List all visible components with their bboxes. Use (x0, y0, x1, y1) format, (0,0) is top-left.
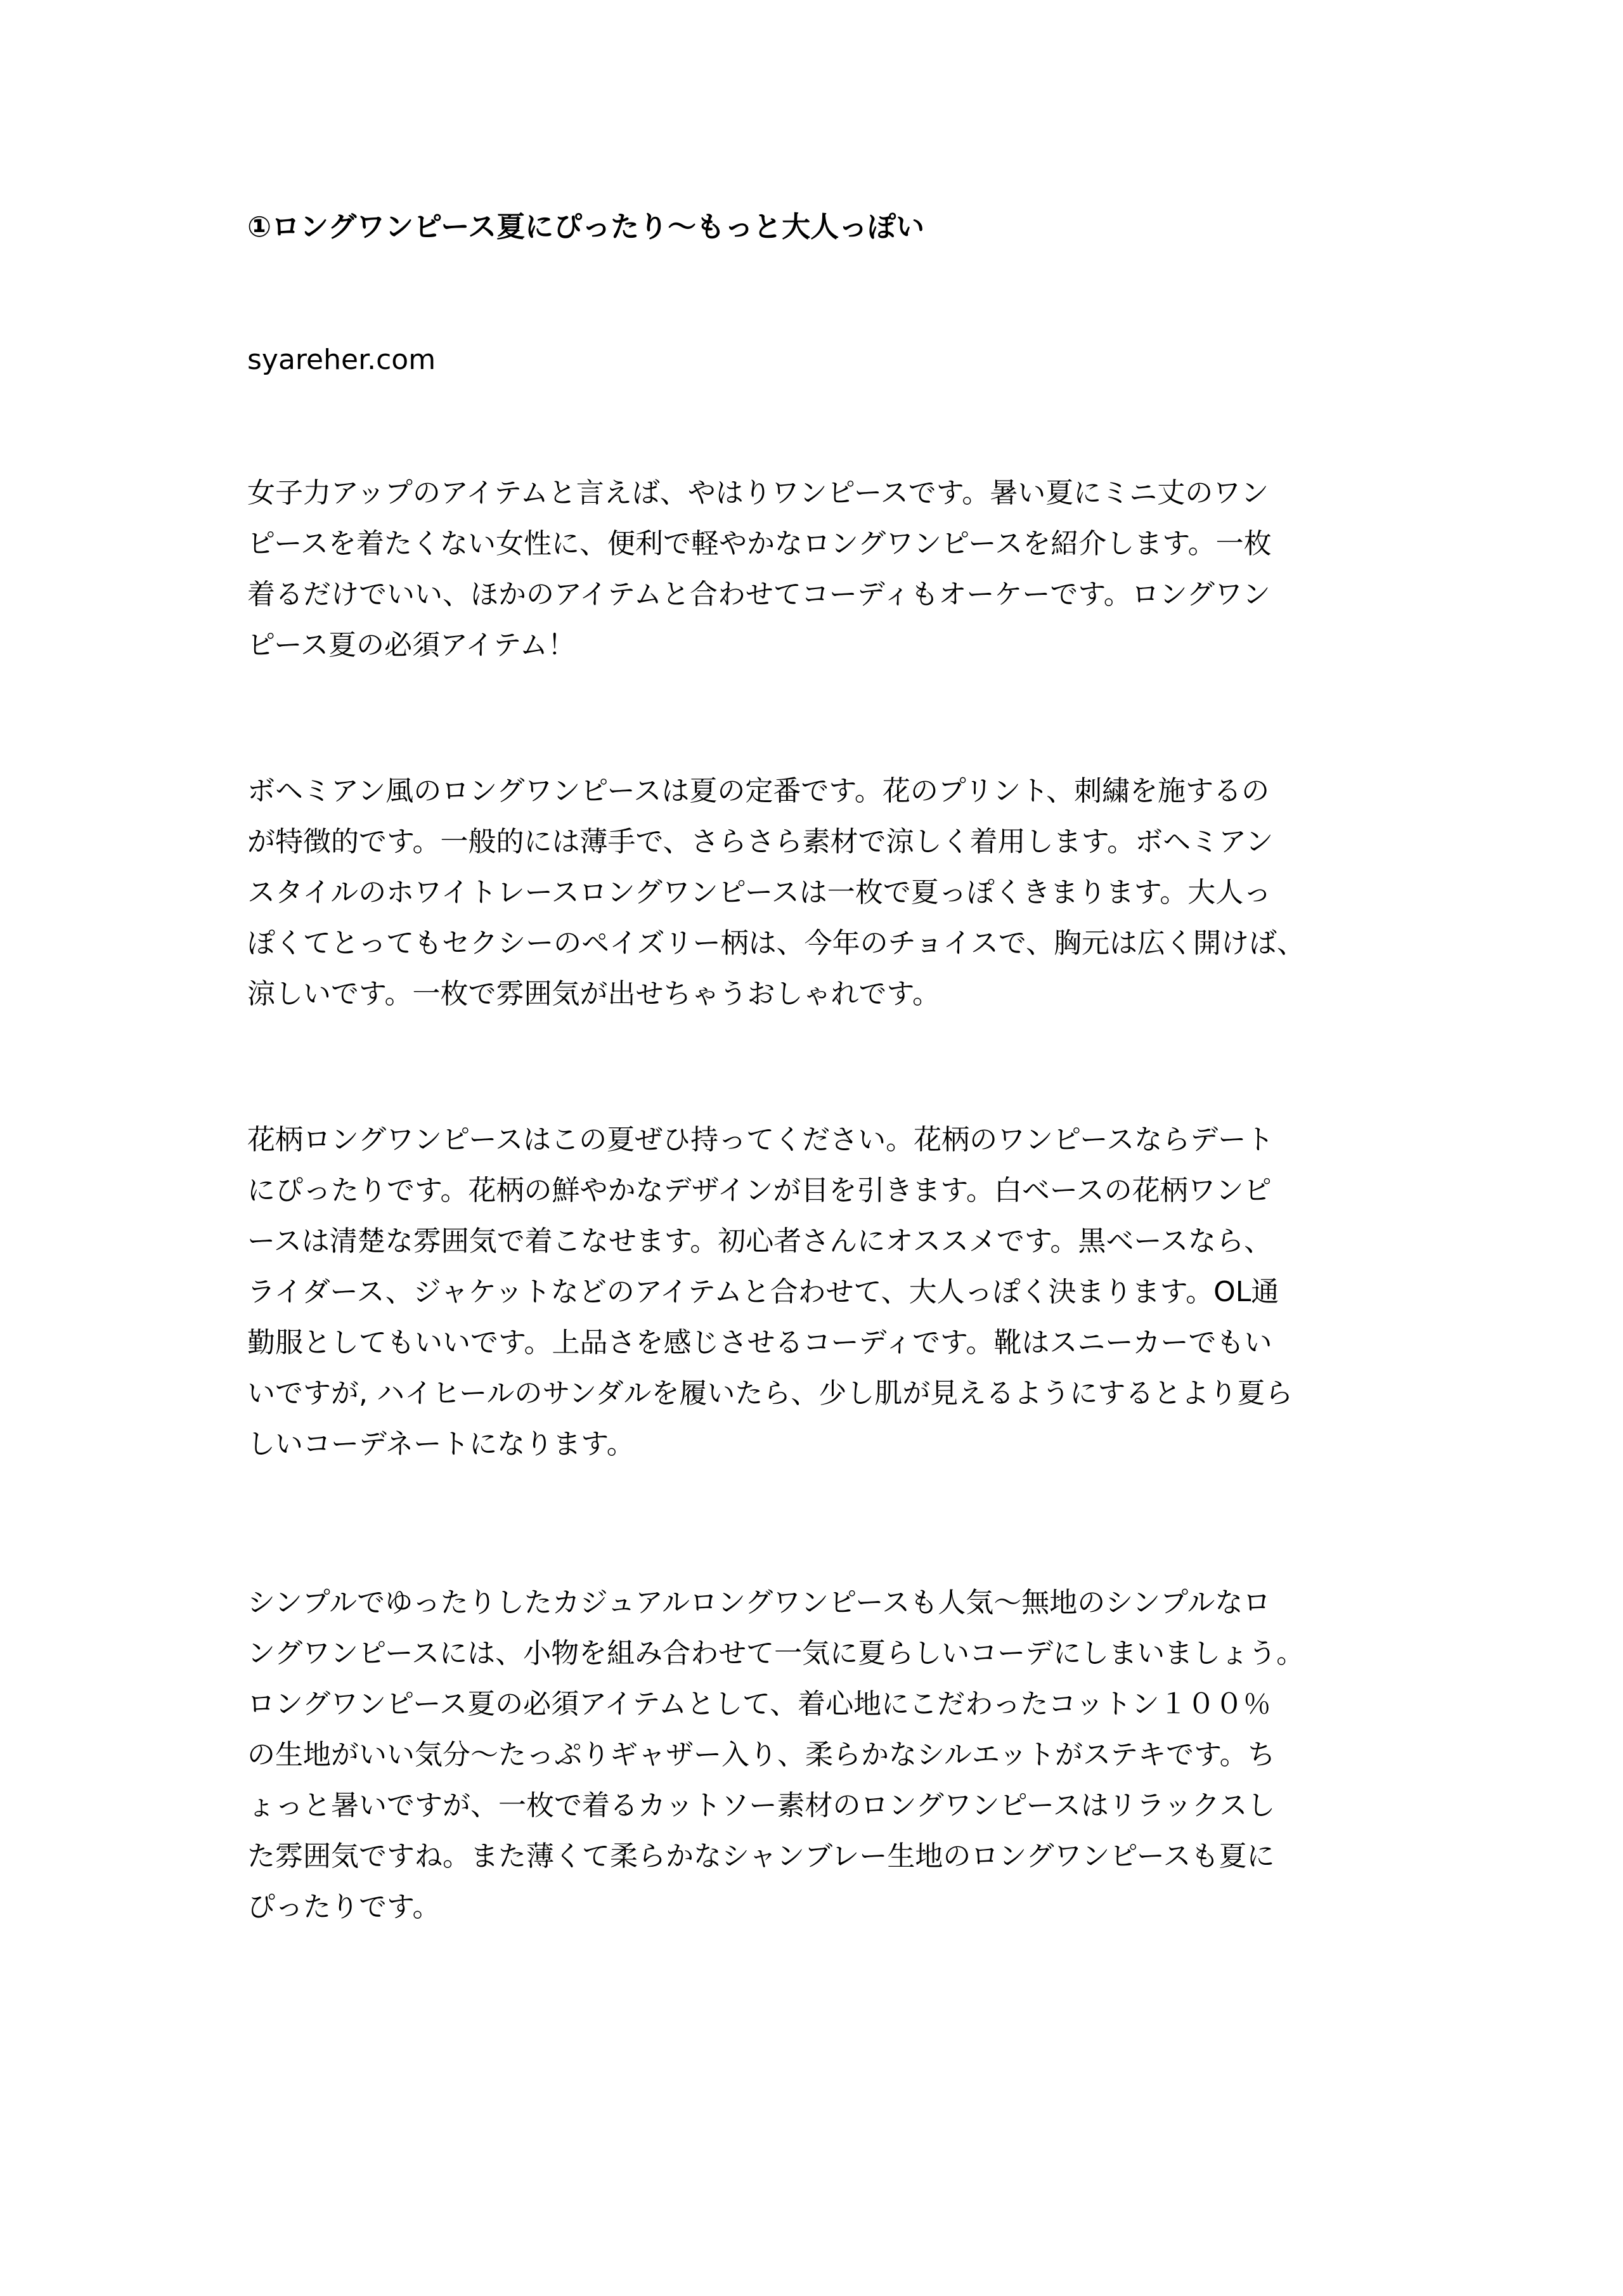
paragraph-line: 女子力アップのアイテムと言えば、やはりワンピースです。暑い夏にミニ丈のワン (247, 477, 1269, 509)
paragraph-line: ングワンピースには、小物を組み合わせて一気に夏らしいコーデにしまいましょう。 (247, 1637, 1305, 1670)
paragraph-line: ライダース、ジャケットなどのアイテムと合わせて、大人っぽく決まります。OL通 (247, 1276, 1279, 1308)
paragraph-line: 着るだけでいい、ほかのアイテムと合わせてコーディもオーケーです。ロングワン (247, 578, 1271, 611)
paragraph-4 (247, 1578, 1414, 1933)
paragraph-line: ぴったりです。 (247, 1891, 441, 1923)
paragraph-line: ぽくてとってもセクシーのペイズリー柄は、今年のチョイスで、胸元は広く開けば、 (247, 927, 1305, 959)
paragraph-line: ょっと暑いですが、一枚で着るカットソー素材のロングワンピースはリラックスし (247, 1789, 1276, 1822)
paragraph-3 (247, 1115, 1414, 1470)
source-domain: syareher.com (247, 344, 436, 376)
paragraph-line: 勤服としてもいいです。上品さを感じさせるコーディです。靴はスニーカーでもい (247, 1326, 1272, 1359)
paragraph-line: ボヘミアン風のロングワンピースは夏の定番です。花のプリント、刺繍を施するの (247, 775, 1270, 807)
paragraph-line: スタイルのホワイトレースロングワンピースは一枚で夏っぽくきまります。大人っ (247, 876, 1272, 909)
paragraph-line: ースは清楚な雰囲気で着こなせます。初心者さんにオススメです。黒ベースなら、 (247, 1225, 1272, 1257)
paragraph-line: ピースを着たくない女性に、便利で軽やかなロングワンピースを紹介します。一枚 (247, 528, 1272, 560)
paragraph-line: 花柄ロングワンピースはこの夏ぜひ持ってください。花柄のワンピースならデート (247, 1124, 1274, 1156)
paragraph-line: いですが, ハイヒールのサンダルを履いたら、少し肌が見えるようにするとより夏ら (247, 1377, 1293, 1410)
paragraph-1 (247, 468, 1414, 671)
paragraph-line: の生地がいい気分～たっぷりギャザー入り、柔らかなシルエットがステキです。ち (247, 1739, 1276, 1771)
paragraph-line: にぴったりです。花柄の鮮やかなデザインが目を引きます。白ベースの花柄ワンピ (247, 1174, 1272, 1207)
paragraph-line: ロングワンピース夏の必須アイテムとして、着心地にこだわったコットン１００％ (247, 1688, 1271, 1720)
paragraph-line: 涼しいです。一枚で雰囲気が出せちゃうおしゃれです。 (247, 978, 940, 1010)
paragraph-line: ピース夏の必須アイテム！ (247, 629, 576, 661)
paragraph-line: しいコーデネートになります。 (247, 1428, 635, 1460)
paragraph-line: シンプルでゆったりしたカジュアルロングワンピースも人気～無地のシンプルなロ (247, 1586, 1271, 1619)
paragraph-2 (247, 766, 1414, 1020)
paragraph-line: が特徴的です。一般的には薄手で、さらさら素材で涼しく着用します。ボヘミアン (247, 826, 1274, 858)
paragraph-line: た雰囲気ですね。また薄くて柔らかなシャンブレー生地のロングワンピースも夏に (247, 1840, 1275, 1872)
article-title: ①ロングワンピース夏にぴったり～もっと大人っぽい (247, 210, 925, 243)
